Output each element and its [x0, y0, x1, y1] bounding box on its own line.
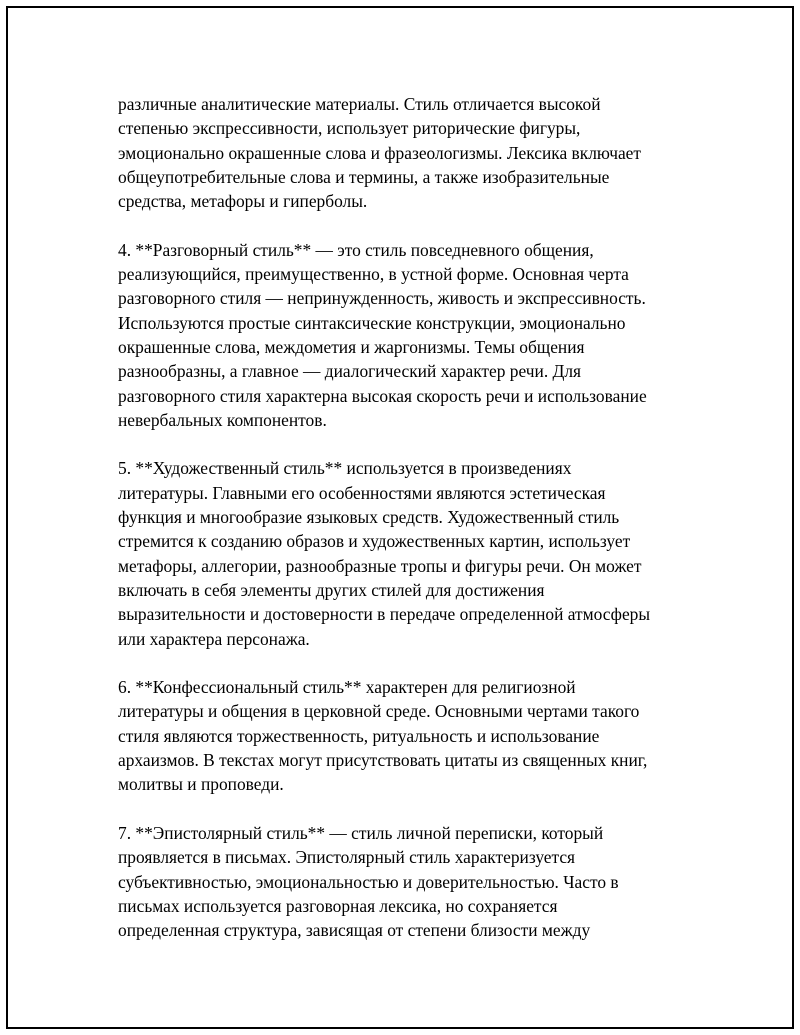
- text-line: стиля являются торжественность, ритуальность и использование: [118, 725, 600, 746]
- text-line: степенью экспрессивности, использует риторические фигуры,: [118, 118, 581, 139]
- text-line: включать в себя элементы других стилей для достижения: [118, 579, 545, 600]
- text-line: субъективностью, эмоциональностью и доверительностью. Часто в: [118, 871, 619, 892]
- text-line: разговорного стиля — непринужденность, живость и экспрессивность.: [118, 288, 646, 309]
- text-line: различные аналитические материалы. Стиль отличается высокой: [118, 94, 601, 114]
- text-line: 6. **Конфессиональный стиль** характерен для религиозной: [118, 677, 576, 698]
- text-line: проявляется в письмах. Эпистолярный стиль характеризуется: [118, 847, 576, 868]
- text-line: 7. **Эпистолярный стиль** — стиль личной переписки, который: [118, 822, 604, 843]
- text-line: разнообразны, а главное — диалогический характер речи. Для: [118, 361, 582, 382]
- text-line: архаизмов. В текстах могут присутствовать цитаты из священных книг,: [118, 750, 648, 771]
- text-line: 4. **Разговорный стиль** — это стиль повседневного общения,: [118, 239, 594, 260]
- text-line: письмах используется разговорная лексика, но сохраняется: [118, 895, 558, 916]
- text-line: невербальных компонентов.: [118, 409, 327, 430]
- text-line: или характера персонажа.: [118, 628, 310, 649]
- document-body: [118, 92, 690, 967]
- text-line: определенная структура, зависящая от степени близости между: [118, 920, 591, 941]
- text-line: средства, метафоры и гиперболы.: [118, 191, 368, 212]
- text-line: выразительности и достоверности в передаче определенной атмосферы: [118, 604, 651, 625]
- text-line: разговорного стиля характерна высокая скорость речи и использование: [118, 385, 647, 406]
- text-line: функция и многообразие языковых средств. Художественный стиль: [118, 507, 620, 528]
- text-line: 5. **Художественный стиль** используется в произведениях: [118, 458, 572, 479]
- text-line: литературы и общения в церковной среде. Основными чертами такого: [118, 701, 640, 722]
- text-line: реализующийся, преимущественно, в устной форме. Основная черта: [118, 264, 629, 285]
- text-line: стремится к созданию образов и художественных картин, использует: [118, 531, 631, 552]
- text-line: молитвы и проповеди.: [118, 774, 284, 795]
- text-line: Используются простые синтаксические конструкции, эмоционально: [118, 312, 626, 333]
- paragraph-artistic-style: [118, 456, 690, 650]
- text-line: общеупотребительные слова и термины, а также изобразительные: [118, 166, 610, 187]
- text-line: эмоционально окрашенные слова и фразеологизмы. Лексика включает: [118, 142, 641, 163]
- text-line: окрашенные слова, междометия и жаргонизмы. Темы общения: [118, 336, 585, 357]
- paragraph-conversational-style: [118, 238, 690, 432]
- paragraph-publicistic-continuation: [118, 92, 690, 213]
- paragraph-epistolary-style: [118, 821, 690, 942]
- text-line: метафоры, аллегории, разнообразные тропы и фигуры речи. Он может: [118, 555, 642, 576]
- text-line: литературы. Главными его особенностями являются эстетическая: [118, 482, 606, 503]
- paragraph-confessional-style: [118, 675, 690, 796]
